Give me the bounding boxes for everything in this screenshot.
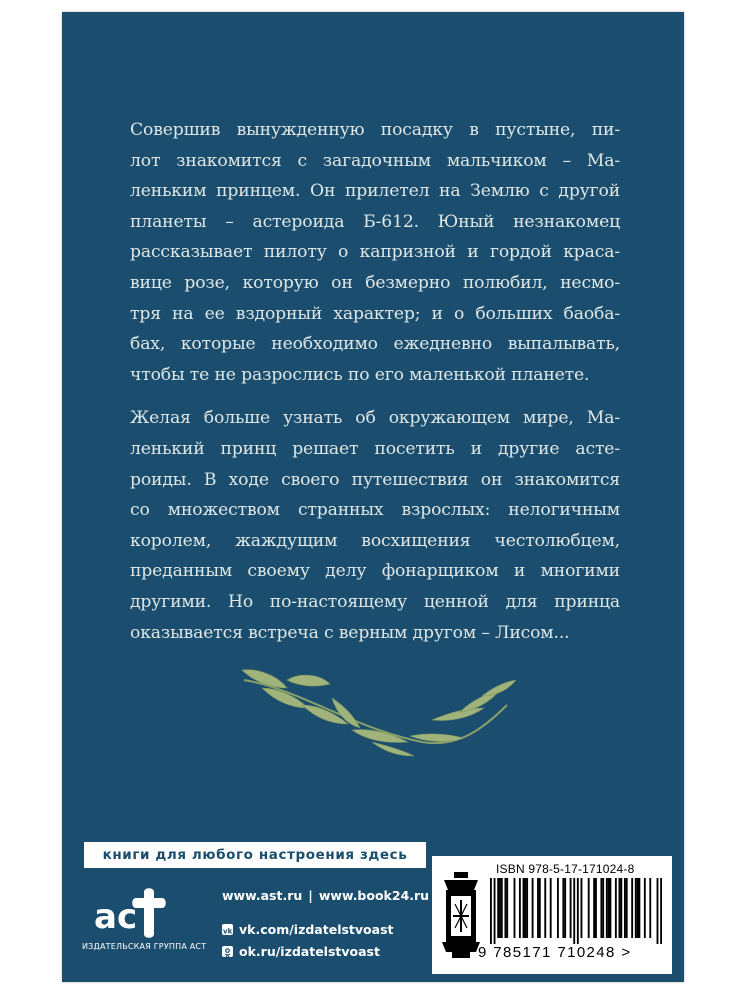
barcode-bar [526, 878, 528, 938]
blurb-text [130, 115, 620, 661]
barcode-bar [494, 878, 496, 944]
barcode-bar [504, 878, 506, 938]
barcode-bar [638, 878, 640, 938]
publisher-group: ИЗДАТЕЛЬСКАЯ ГРУППА АСТ [82, 942, 207, 951]
barcode-bar [608, 878, 610, 938]
barcode-digits: 9 785171 710248 > [478, 944, 632, 961]
blurb-line: вице розе, которую он безмерно полюбил, несмо- [130, 272, 620, 293]
barcode-bar [615, 878, 617, 938]
barcode-bar [562, 878, 564, 938]
barcode-bar [588, 878, 590, 938]
blurb-line: лот знакомится с загадочным мальчиком – Ма- [130, 150, 620, 171]
barcode-bar [532, 878, 534, 938]
barcode-bar [649, 878, 651, 938]
blurb-line: преданным своему делу фонарщиком и многими [130, 561, 620, 582]
blurb-line: королем, жаждущим восхищения честолюбцем, [130, 530, 620, 551]
barcode-bar [573, 878, 575, 944]
contact-links [222, 888, 429, 962]
barcode-bar [570, 878, 572, 938]
barcode-bar [550, 878, 552, 938]
ok-link[interactable]: ok.ru/izdatelstvoast [239, 943, 380, 959]
barcode-bar [524, 878, 526, 938]
site-link-book24[interactable]: www.book24.ru [318, 888, 430, 903]
book-back-cover [62, 12, 684, 982]
leaf-branch-icon [232, 650, 522, 760]
website-row [222, 888, 429, 918]
barcode-bar [519, 878, 521, 938]
blurb-paragraph-1 [130, 115, 620, 390]
barcode-bar [577, 878, 579, 944]
svg-text:vk: vk [223, 927, 233, 935]
blurb-line: рассказывает пилоту о капризной и гордой краса- [130, 242, 620, 263]
footer [62, 834, 684, 982]
blurb-line: другими. Но по-настоящему ценной для принца [130, 591, 620, 612]
barcode-bar [624, 878, 626, 938]
barcode-bar [539, 878, 541, 938]
barcode-bar [657, 878, 659, 944]
barcode [490, 878, 662, 944]
barcode-bar [501, 878, 503, 938]
blurb-line: тря на ее вздорный характер; и о больших баоба- [130, 303, 620, 324]
barcode-bar [637, 878, 639, 938]
barcode-bar [564, 878, 566, 938]
barcode-bar [537, 878, 539, 938]
vk-icon [222, 924, 233, 935]
barcode-bar [635, 878, 637, 938]
vk-row [222, 918, 429, 940]
barcode-bar [620, 878, 622, 938]
barcode-bar [499, 878, 501, 938]
barcode-bar [602, 878, 604, 938]
blurb-line: чтобы те не разрослись по его маленькой планете. [130, 364, 590, 385]
blurb-line: планеты – астероида Б-612. Юный незнакомец [130, 211, 620, 232]
logo-text: ас [94, 897, 138, 937]
ok-icon [222, 946, 233, 957]
barcode-bar [609, 878, 611, 938]
barcode-bar [606, 878, 608, 938]
barcode-bar [514, 878, 516, 938]
blurb-line: ленький принц решает посетить и другие асте- [130, 438, 620, 459]
blurb-line: со множеством странных взрослых: нелогичным [130, 500, 620, 521]
barcode-bar [619, 878, 621, 938]
blurb-line: оказывается встреча с верным другом – Лисом... [130, 622, 570, 643]
ok-row [222, 940, 429, 962]
barcode-bar [644, 878, 646, 938]
barcode-bar [490, 878, 492, 944]
barcode-bar [581, 878, 583, 938]
barcode-bar [600, 878, 602, 938]
barcode-bar [626, 878, 628, 938]
blurb-paragraph-2 [130, 403, 620, 648]
blurb-line: Совершив вынужденную посадку в пустыне, пи- [130, 120, 620, 140]
isbn-number: ISBN 978-5-17-171024-8 [496, 862, 635, 876]
tagline: книги для любого настроения здесь [84, 842, 426, 868]
barcode-bar [660, 878, 662, 944]
ast-logo [92, 884, 182, 940]
barcode-bar [544, 878, 546, 938]
blurb-line: роиды. В ходе своего путешествия он знакомится [130, 469, 620, 490]
barcode-panel [432, 856, 672, 974]
barcode-bar [506, 878, 508, 938]
barcode-bar [523, 878, 525, 938]
blurb-line: бах, которые необходимо ежедневно выпалывать, [130, 334, 620, 355]
barcode-bar [497, 878, 499, 938]
vk-link[interactable]: vk.com/izdatelstvoast [239, 921, 394, 937]
barcode-bar [593, 878, 595, 938]
barcode-bar [631, 878, 633, 938]
separator: | [308, 888, 313, 903]
blurb-line: Желая больше узнать об окружающем мире, Ма- [130, 408, 620, 429]
blurb-line: леньким принцем. Он прилетел на Землю с другой [130, 181, 620, 202]
barcode-bar [557, 878, 559, 938]
barcode-bar [595, 878, 597, 938]
site-link-ast[interactable]: www.ast.ru [222, 888, 303, 903]
